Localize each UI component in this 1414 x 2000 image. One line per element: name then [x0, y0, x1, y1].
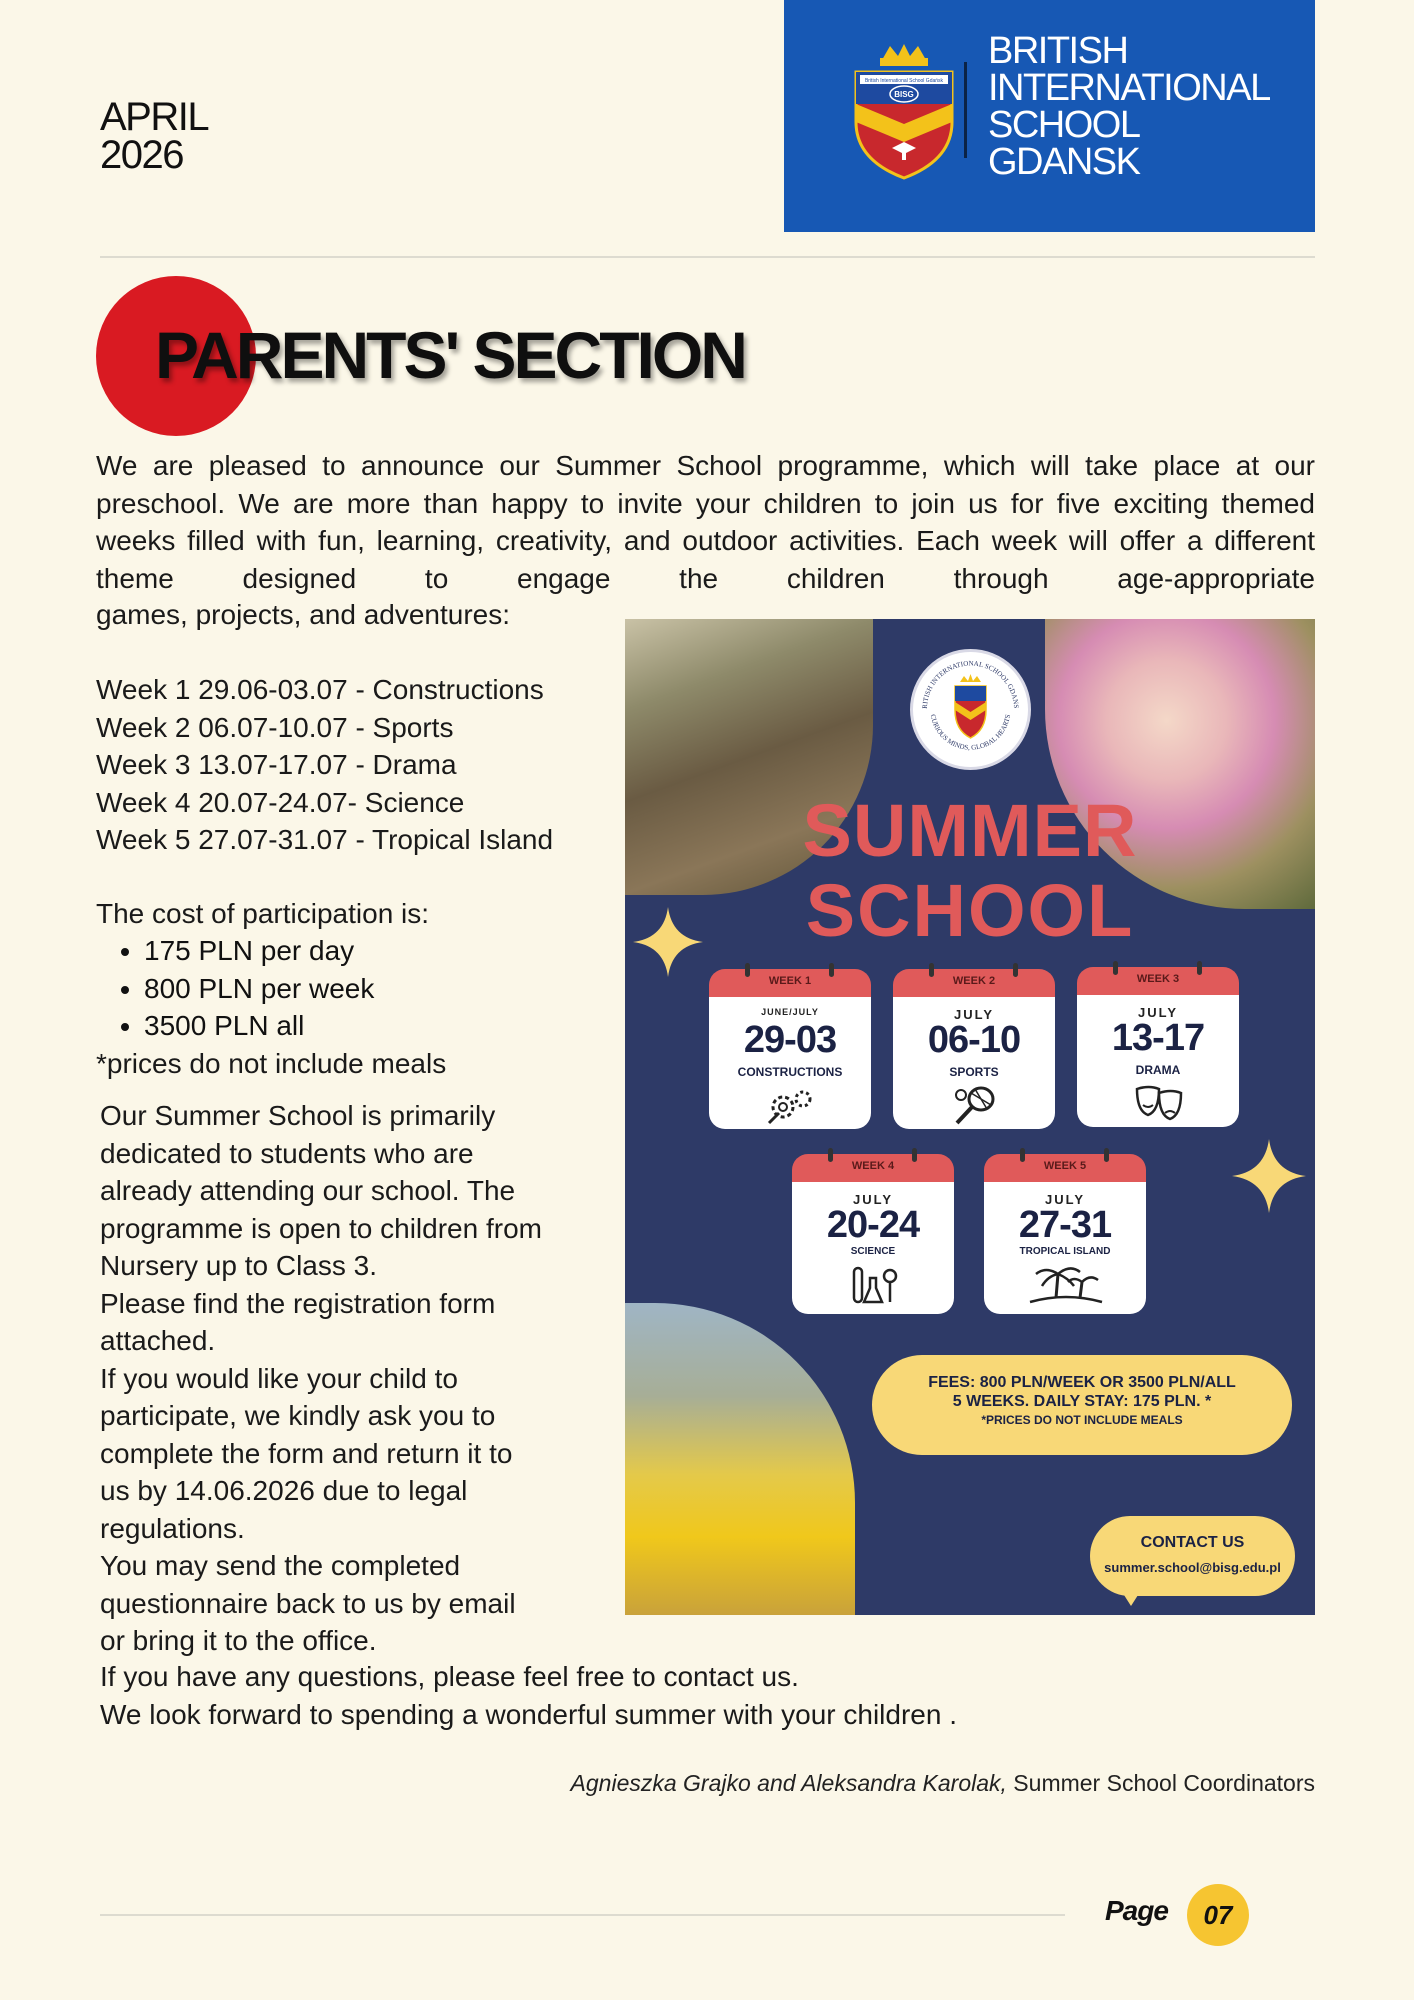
details-line: participate, we kindly ask you to	[100, 1400, 496, 1431]
page-number-badge	[1187, 1884, 1249, 1946]
card-week-label: WEEK 1	[768, 975, 812, 987]
fees-note: *PRICES DO NOT INCLUDE MEALS	[981, 1413, 1183, 1427]
poster-title-school: SCHOOL	[805, 869, 1135, 952]
card-theme: DRAMA	[1135, 1063, 1181, 1077]
school-brand-banner	[784, 0, 1315, 232]
star-icon	[1232, 1139, 1306, 1213]
page-label: Page	[1105, 1895, 1168, 1926]
crest-initials: BISG	[894, 90, 914, 99]
price-item: • 175 PLN per day	[144, 932, 374, 970]
contact-label: CONTACT US	[1140, 1534, 1245, 1551]
details-line: complete the form and return it to	[100, 1437, 513, 1469]
card-week-label: WEEK 5	[1043, 1160, 1087, 1172]
closing-line: We look forward to spending a wonderful summer with your children .	[100, 1698, 957, 1730]
crest-caption: British International School Gdańsk	[864, 78, 944, 84]
signature	[571, 1770, 1315, 1797]
page-number: 07	[1203, 1900, 1233, 1930]
details-line: us by 14.06.2026 due to legal	[100, 1475, 468, 1506]
card-theme: SCIENCE	[850, 1246, 896, 1257]
school-crest-icon	[852, 42, 956, 182]
details-line: programme is open to children from	[100, 1212, 542, 1244]
week-item: Week 4 20.07-24.07- Science	[96, 786, 465, 818]
details-line: already attending our school. The	[100, 1175, 516, 1206]
intro-last-line: games, projects, and adventures:	[96, 599, 511, 630]
card-dates: 20-24	[826, 1204, 920, 1246]
meal-note: *prices do not include meals	[96, 1048, 447, 1079]
theatre-masks-icon	[1133, 1083, 1185, 1123]
school-name: BRITISH INTERNATIONAL SCHOOL GDANSK	[988, 30, 1270, 183]
card-dates: 27-31	[1018, 1204, 1112, 1246]
child-costume-photo	[625, 1303, 855, 1615]
week-item: Week 5 27.07-31.07 - Tropical Island	[96, 824, 554, 855]
details-line: Nursery up to Class 3.	[100, 1250, 377, 1281]
seal-text-bottom: CURIOUS MINDS, GLOBAL HEARTS	[928, 713, 1013, 752]
card-month: JUNE/JULY	[761, 1007, 819, 1017]
week-item: Week 2 06.07-10.07 - Sports	[96, 711, 454, 743]
card-week-label: WEEK 4	[851, 1160, 895, 1172]
card-dates: 13-17	[1111, 1017, 1205, 1059]
poster-school-seal	[910, 649, 1031, 770]
week-item: Week 3 13.07-17.07 - Drama	[96, 749, 457, 780]
brand-divider	[964, 62, 967, 158]
details-line: attached.	[100, 1325, 216, 1356]
card-theme: SPORTS	[949, 1065, 999, 1079]
week-card	[893, 969, 1055, 1129]
details-line: or bring it to the office.	[100, 1625, 377, 1656]
details-line: Please find the registration form	[100, 1287, 496, 1319]
week-card	[1077, 967, 1239, 1127]
details-line: regulations.	[100, 1512, 245, 1544]
price-item: • 800 PLN per week	[144, 970, 374, 1008]
details-line: Our Summer School is primarily	[100, 1100, 496, 1131]
gears-icon	[765, 1085, 817, 1125]
card-dates: 06-10	[927, 1019, 1021, 1061]
card-dates: 29-03	[743, 1019, 837, 1061]
details-line: You may send the completed	[100, 1550, 461, 1581]
star-icon	[633, 907, 703, 977]
week-card	[984, 1154, 1146, 1314]
card-month: JULY	[1137, 1005, 1179, 1020]
footer-divider	[100, 1914, 1065, 1916]
seal-text-top: RITISH INTERNATIONAL SCHOOL GDANS	[920, 659, 1021, 709]
coordinator-names: Agnieszka Grajko and Aleksandra Karolak,	[570, 1770, 1007, 1796]
contact-bubble	[1090, 1516, 1295, 1596]
details-line: If you would like your child to	[100, 1362, 458, 1394]
issue-date: APRIL 2026	[100, 95, 209, 177]
lab-flasks-icon	[848, 1262, 900, 1308]
cost-heading: The cost of participation is:	[96, 898, 430, 929]
details-line: dedicated to students who are	[100, 1137, 474, 1169]
coordinator-role: Summer School Coordinators	[1006, 1770, 1315, 1796]
details-paragraph	[100, 1097, 620, 1660]
section-title: PARENTS' SECTION	[155, 318, 745, 392]
details-line: questionnaire back to us by email	[100, 1587, 516, 1619]
price-list	[96, 932, 374, 1045]
closing-line: If you have any questions, please feel free to contact us.	[100, 1661, 799, 1692]
palm-island-icon	[1028, 1262, 1104, 1308]
closing-paragraph	[100, 1658, 957, 1733]
fees-line: 5 WEEKS. DAILY STAY: 175 PLN. *	[952, 1393, 1212, 1410]
card-month: JULY	[953, 1007, 995, 1022]
price-item: • 3500 PLN all	[144, 1007, 374, 1045]
fees-bubble	[872, 1355, 1292, 1455]
header-divider	[100, 256, 1315, 258]
summer-school-poster	[625, 619, 1315, 1615]
poster-title-summer: SUMMER	[802, 789, 1138, 872]
fees-line: FEES: 800 PLN/WEEK OR 3500 PLN/ALL	[928, 1374, 1236, 1391]
card-week-label: WEEK 3	[1136, 973, 1180, 985]
week-item: Week 1 29.06-03.07 - Constructions	[96, 674, 544, 705]
week-schedule	[96, 671, 553, 859]
week-card	[709, 969, 871, 1129]
seal-crest-icon	[913, 652, 1028, 767]
card-theme: CONSTRUCTIONS	[737, 1065, 843, 1079]
card-week-label: WEEK 2	[952, 975, 996, 987]
week-card	[792, 1154, 954, 1314]
card-month: JULY	[852, 1192, 894, 1207]
tennis-racket-icon	[949, 1085, 1001, 1125]
contact-email[interactable]: summer.school@bisg.edu.pl	[1104, 1560, 1281, 1575]
card-theme: TROPICAL ISLAND	[1019, 1246, 1111, 1257]
intro-paragraph: We are pleased to announce our Summer School programme, which will take place at our preschool. We are more than happy to invite your children to join us for five exciting themed weeks filled with fun, learning, creativity, and outdoor activities. Each week will offer a different theme designed to engage the children through age-appropriate	[96, 450, 1315, 594]
card-month: JULY	[1044, 1192, 1086, 1207]
